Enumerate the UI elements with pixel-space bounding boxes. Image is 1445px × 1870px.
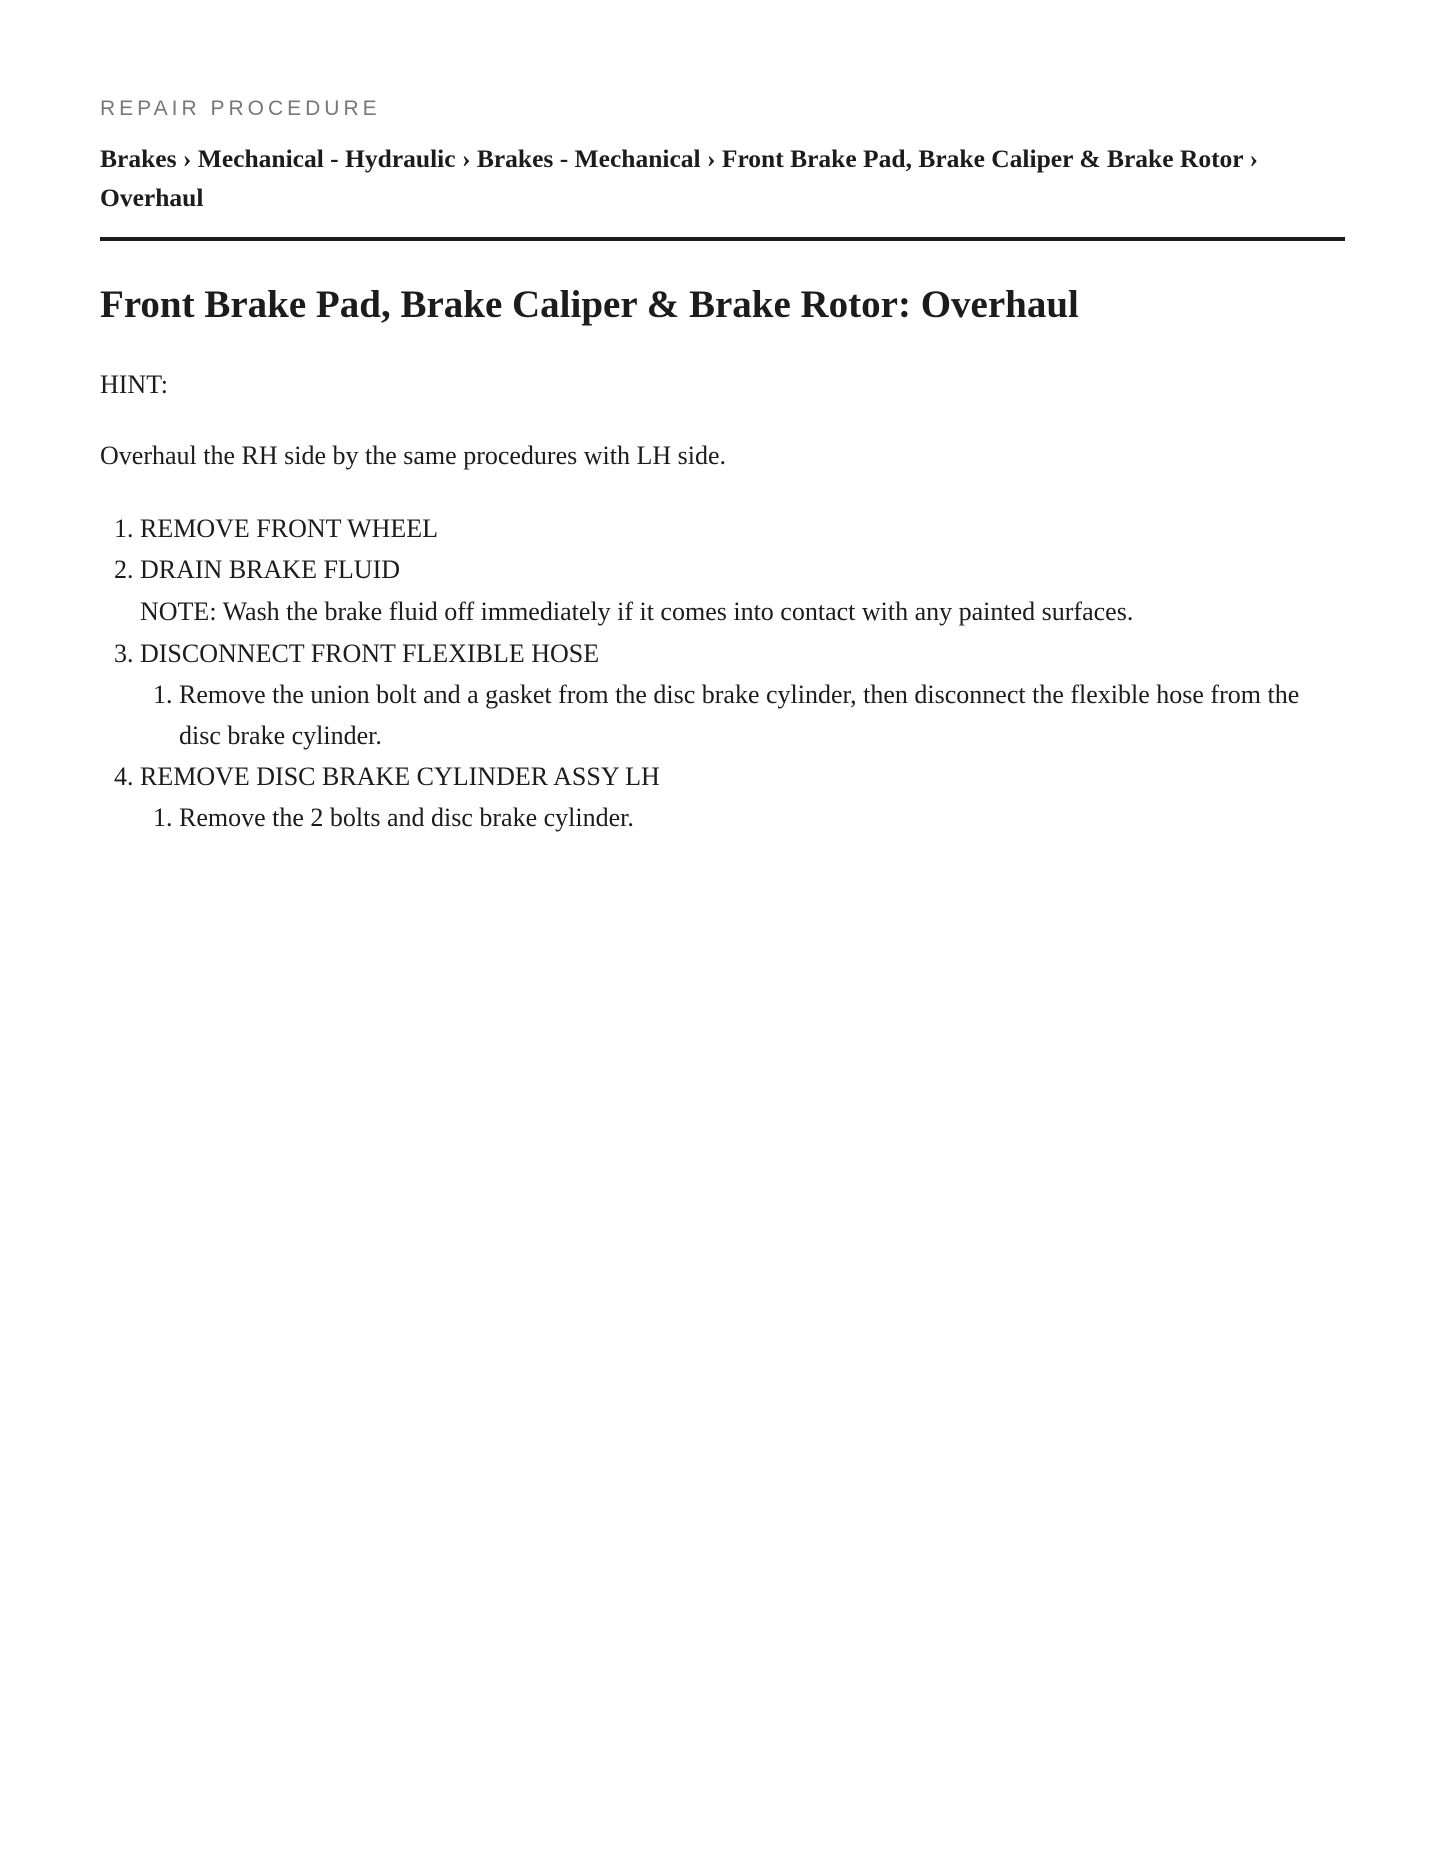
step-item <box>140 633 1345 756</box>
step-label: REMOVE DISC BRAKE CYLINDER ASSY LH <box>140 762 660 791</box>
step-label: REMOVE FRONT WHEEL <box>140 514 439 543</box>
step-note: NOTE: Wash the brake fluid off immediately if it comes into contact with any painted surfaces. <box>140 597 1134 626</box>
substeps <box>140 674 1345 756</box>
procedure-steps <box>100 508 1345 838</box>
breadcrumb-item-overhaul[interactable]: Overhaul <box>100 183 204 212</box>
step-item <box>140 549 1345 633</box>
breadcrumb-item-mechanical-hydraulic[interactable]: Mechanical - Hydraulic <box>197 144 456 173</box>
step-item <box>140 508 1345 549</box>
step-item <box>140 756 1345 838</box>
header-divider <box>100 237 1345 241</box>
section-eyebrow: REPAIR PROCEDURE <box>100 97 381 120</box>
substeps <box>140 797 1345 838</box>
page-title: Front Brake Pad, Brake Caliper & Brake Rotor: Overhaul <box>100 283 1079 326</box>
breadcrumb-item-brakes[interactable]: Brakes <box>100 144 177 173</box>
substep-item: 1. Remove the 2 bolts and disc brake cylinder. <box>179 797 1345 838</box>
hint-text: Overhaul the RH side by the same procedures with LH side. <box>100 441 727 470</box>
breadcrumb-separator: › <box>182 144 192 173</box>
hint-label: HINT: <box>100 370 169 399</box>
substep-item: 1. Remove the union bolt and a gasket from the disc brake cylinder, then disconnect the flexible hose from the disc brake cylinder. <box>179 674 1345 756</box>
breadcrumb <box>100 139 1345 217</box>
step-label: DISCONNECT FRONT FLEXIBLE HOSE <box>140 639 600 668</box>
breadcrumb-separator: › <box>461 144 471 173</box>
step-label: DRAIN BRAKE FLUID <box>140 555 400 584</box>
breadcrumb-separator: › <box>707 144 716 173</box>
breadcrumb-item-front-brake-pad[interactable]: Front Brake Pad, Brake Caliper & Brake Rotor <box>721 144 1244 173</box>
breadcrumb-separator: › <box>1249 144 1259 173</box>
breadcrumb-item-brakes-mechanical[interactable]: Brakes - Mechanical <box>476 144 701 173</box>
document-page <box>0 0 1445 838</box>
